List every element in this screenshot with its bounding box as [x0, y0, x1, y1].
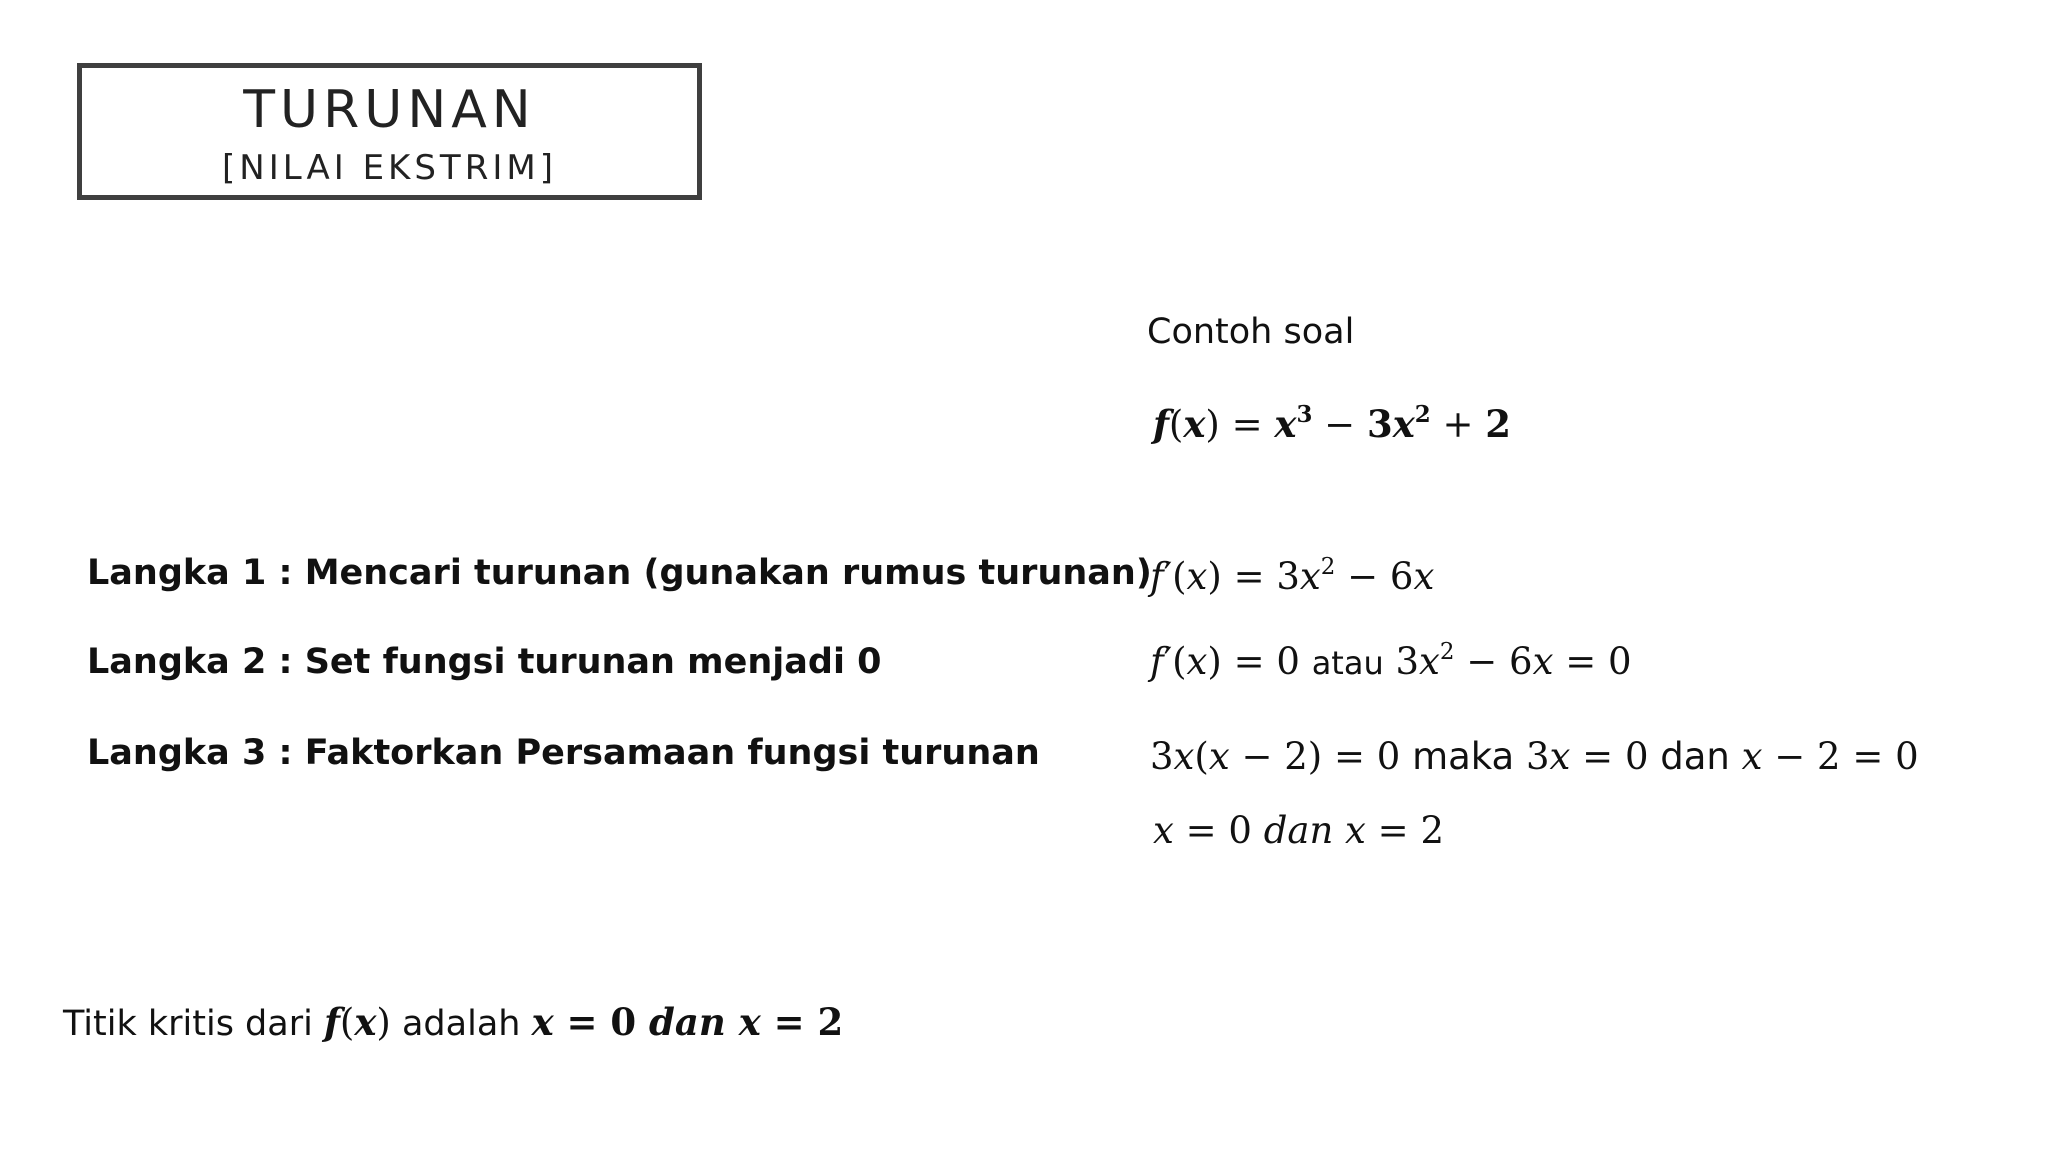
step-1 [87, 553, 1152, 593]
solution-equation: x = 0 dan x = 2 [1153, 809, 1444, 852]
step-2-label: Langka 2 : [87, 642, 293, 682]
slide-title: TURUNAN [243, 80, 536, 140]
step-2-text: Set fungsi turunan menjadi 0 [304, 642, 882, 682]
step-1-label: Langka 1 : [87, 553, 293, 593]
slide-subtitle: [NILAI EKSTRIM] [222, 148, 557, 188]
step-3 [87, 733, 1040, 773]
step-1-text: Mencari turunan (gunakan rumus turunan) [304, 553, 1152, 593]
derivative-equation: $f'(x) = 3x^2 - 6x$ [1150, 554, 1435, 598]
derivative-zero-equation: f′(x) = 0 atau $3x^2 - 6x = 0$ [1150, 639, 1632, 683]
step-3-label: Langka 3 : [87, 733, 293, 773]
factored-equation: 3x(x − 2) = 0 maka 3x = 0 dan x − 2 = 0 [1150, 735, 1919, 778]
word-maka: maka [1412, 735, 1515, 778]
step-2 [87, 642, 882, 682]
conclusion-middle: adalah [401, 1004, 521, 1044]
conclusion: Titik kritis dari f(x) adalah x = 0 dan x = 2 [63, 1000, 844, 1044]
function-definition: $f(x) = x^3 - 3x^2 + 2$ [1153, 401, 1512, 446]
conclusion-prefix: Titik kritis dari [63, 1004, 313, 1044]
word-atau: atau [1311, 644, 1384, 682]
title-box [77, 63, 702, 200]
example-heading: Contoh soal [1147, 312, 1355, 352]
step-3-text: Faktorkan Persamaan fungsi turunan [304, 733, 1040, 773]
word-dan: dan [1660, 735, 1730, 778]
